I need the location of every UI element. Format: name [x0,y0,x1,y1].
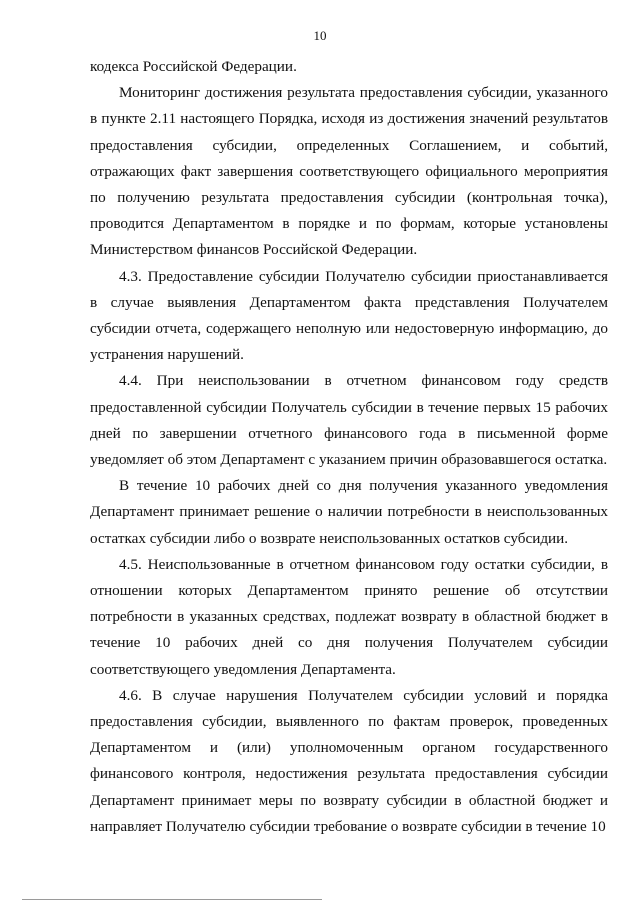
paragraph-4-3: 4.3. Предоставление субсидии Получателю субсидии приостанавливается в случае выявления Департаментом факта представления Получателем субсидии отчета, содержащего неполную или недостоверную информацию, до устранения нарушений. [90,267,608,364]
paragraph-continuation: кодекса Российской Федерации. [90,58,297,75]
page-number: 10 [313,28,327,43]
paragraph-monitoring: Мониторинг достижения результата предоставления субсидии, указанного в пункте 2.11 настоящего Порядка, исходя из достижения значений результатов предоставления субсидии, определенных Соглашением, и событий, отражающих факт завершения соответствующего официального мероприятия по получению результата предоставления субсидии (контрольная точка), проводится Департаментом в порядке и по формам, которые установлены Министерством финансов Российской Федерации. [90,84,608,259]
paragraph-4-4: 4.4. При неиспользовании в отчетном финансовом году средств предоставленной субсидии Получатель субсидии в течение первых 15 рабочих дней по завершении отчетного финансового года в письменной форме уведомляет об этом Департамент с указанием причин образовавшегося остатка. [90,372,608,469]
paragraph-4-6: 4.6. В случае нарушения Получателем субсидии условий и порядка предоставления субсидии, выявленного по фактам проверок, проведенных Департаментом и (или) уполномоченным органом государственного финансового контроля, недостижения результата предоставления субсидии Департамент принимает меры по возврату субсидии в областной бюджет и направляет Получателю субсидии требование о возврате субсидии в течение 10 [90,686,608,835]
paragraph-notification-period: В течение 10 рабочих дней со дня получения указанного уведомления Департамент принимает решение о наличии потребности в неиспользованных остатках субсидии либо о возврате неиспользованных остатков субсидии. [90,477,608,547]
document-body [90,54,608,840]
paragraph-4-5: 4.5. Неиспользованные в отчетном финансовом году остатки субсидии, в отношении которых Департаментом принято решение об отсутствии потребности в указанных средствах, подлежат возврату в областной бюджет в течение 10 рабочих дней со дня получения Получателем субсидии соответствующего уведомления Департамента. [90,555,608,678]
bottom-divider [22,899,322,900]
